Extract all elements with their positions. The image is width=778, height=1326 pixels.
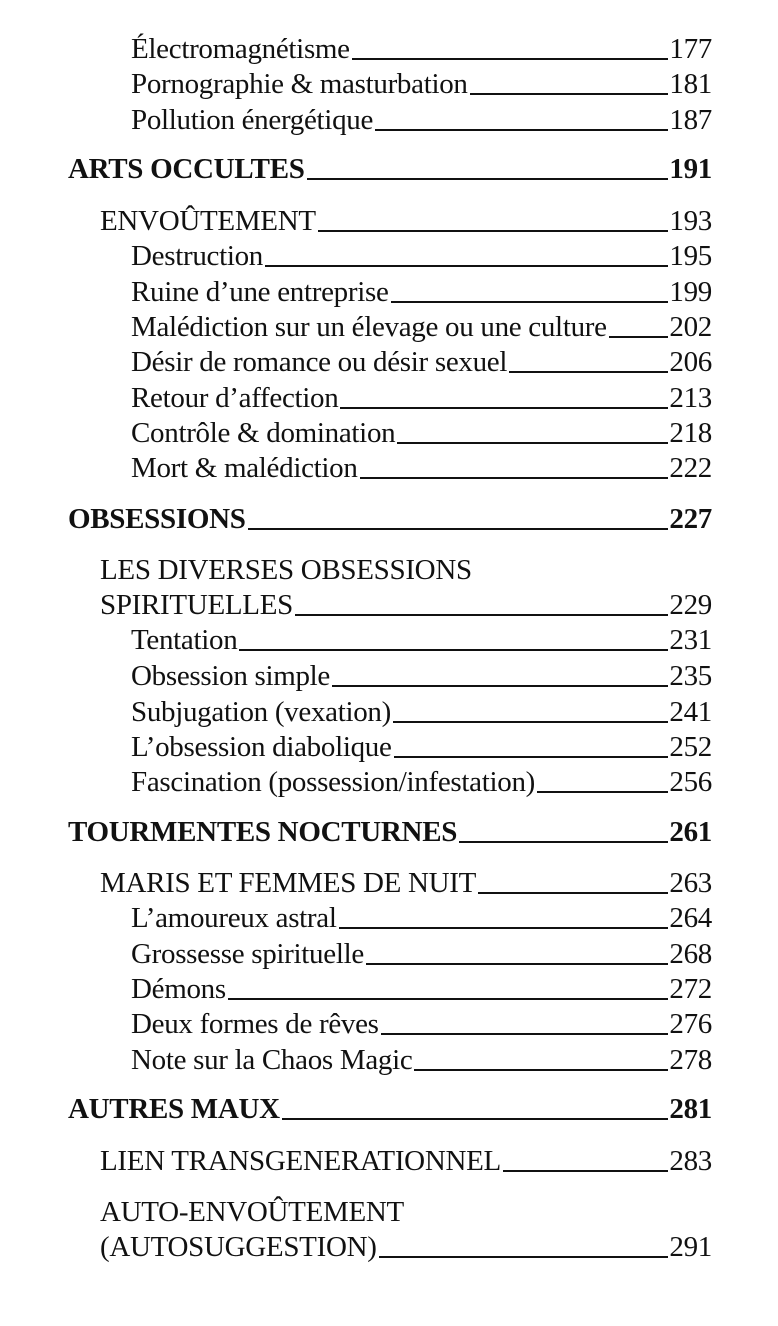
toc-leader-line [459, 841, 668, 843]
toc-leader-line [228, 998, 669, 1000]
toc-chapter[interactable] [100, 866, 712, 900]
toc-leader-line [307, 178, 669, 180]
toc-entry[interactable] [131, 730, 712, 764]
toc-entry[interactable] [131, 623, 712, 657]
toc-page-number: 256 [669, 766, 712, 798]
toc-entry-label: Mort & malédiction [131, 452, 358, 484]
toc-page-number: 222 [669, 452, 712, 484]
toc-entry[interactable] [131, 32, 712, 66]
toc-section-heading[interactable] [68, 502, 712, 536]
toc-entry-label: Subjugation (vexation) [131, 696, 391, 728]
toc-leader-line [397, 442, 668, 444]
toc-entry[interactable] [131, 695, 712, 729]
toc-entry-label: Pornographie & masturbation [131, 68, 468, 100]
toc-entry[interactable] [131, 659, 712, 693]
toc-entry[interactable] [131, 310, 712, 344]
toc-chapter-label-line[interactable]: AUTO-ENVOÛTEMENT [100, 1196, 404, 1228]
toc-chapter[interactable] [100, 1144, 712, 1178]
toc-page-number: 291 [669, 1231, 712, 1263]
toc-entry-label: Destruction [131, 240, 264, 272]
toc-page-number: 235 [669, 660, 712, 692]
toc-chapter-label: LIEN TRANSGENERATIONNEL [100, 1145, 501, 1177]
toc-leader-line [478, 892, 668, 894]
toc-entry-label: Retour d’affection [131, 382, 339, 414]
toc-section-label: OBSESSIONS [68, 503, 246, 535]
toc-section-heading[interactable] [68, 815, 712, 849]
toc-page-number: 187 [669, 104, 712, 136]
toc-leader-line [366, 963, 668, 965]
toc-entry-label: Pollution énergétique [131, 104, 374, 136]
toc-leader-line [379, 1256, 669, 1258]
toc-entry-label: Ruine d’une entreprise [131, 276, 389, 308]
toc-leader-line [537, 791, 668, 793]
toc-section-label: TOURMENTES NOCTURNES [68, 816, 458, 848]
toc-chapter[interactable] [100, 204, 712, 238]
toc-page-number: 177 [669, 33, 712, 65]
toc-entry-label: Obsession simple [131, 660, 331, 692]
toc-entry[interactable] [131, 937, 712, 971]
toc-entry[interactable] [131, 1007, 712, 1041]
toc-page-number: 193 [669, 205, 712, 237]
toc-chapter-label: SPIRITUELLES [100, 589, 293, 621]
toc-entry[interactable] [131, 416, 712, 450]
toc-leader-line [295, 614, 668, 616]
toc-leader-line [248, 528, 669, 530]
toc-page-number: 195 [669, 240, 712, 272]
toc-page-number: 218 [669, 417, 712, 449]
toc-section-heading[interactable] [68, 152, 712, 186]
toc-chapter-label: ENVOÛTEMENT [100, 205, 316, 237]
toc-page-number: 199 [669, 276, 712, 308]
toc-section-label: AUTRES MAUX [68, 1093, 280, 1125]
toc-page-number: 206 [669, 346, 712, 378]
toc-page-number: 241 [669, 696, 712, 728]
toc-chapter-label: (AUTOSUGGESTION) [100, 1231, 377, 1263]
toc-leader-line [282, 1118, 669, 1120]
toc-leader-line [360, 477, 669, 479]
toc-leader-line [393, 721, 668, 723]
toc-page-number: 213 [669, 382, 712, 414]
toc-leader-line [381, 1033, 669, 1035]
toc-page-number: 191 [669, 153, 712, 185]
toc-entry[interactable] [131, 275, 712, 309]
toc-page-number: 264 [669, 902, 712, 934]
toc-entry-label: Tentation [131, 624, 238, 656]
toc-entry-label: Désir de romance ou désir sexuel [131, 346, 508, 378]
toc-section-heading[interactable] [68, 1092, 712, 1126]
toc-page-number: 263 [669, 867, 712, 899]
toc-entry[interactable] [131, 67, 712, 101]
toc-chapter[interactable] [100, 588, 712, 622]
toc-entry-label: L’amoureux astral [131, 902, 337, 934]
toc-leader-line [394, 756, 669, 758]
toc-leader-line [318, 230, 669, 232]
toc-leader-line [265, 265, 668, 267]
toc-page-number: 231 [669, 624, 712, 656]
toc-entry-label: Fascination (possession/infestation) [131, 766, 536, 798]
toc-entry[interactable] [131, 451, 712, 485]
toc-page-number: 261 [669, 816, 712, 848]
toc-chapter[interactable] [100, 1230, 712, 1264]
toc-entry[interactable] [131, 972, 712, 1006]
toc-leader-line [503, 1170, 668, 1172]
toc-page-number: 252 [669, 731, 712, 763]
toc-entry-label: Deux formes de rêves [131, 1008, 379, 1040]
toc-entry[interactable] [131, 901, 712, 935]
toc-entry-label: Malédiction sur un élevage ou une culture [131, 311, 607, 343]
toc-leader-line [375, 129, 668, 131]
toc-entry[interactable] [131, 1043, 712, 1077]
toc-leader-line [470, 93, 669, 95]
toc-page-number: 181 [669, 68, 712, 100]
toc-page-number: 278 [669, 1044, 712, 1076]
toc-leader-line [414, 1069, 668, 1071]
toc-page-number: 281 [669, 1093, 712, 1125]
toc-entry[interactable] [131, 381, 712, 415]
toc-entry-label: Grossesse spirituelle [131, 938, 364, 970]
toc-entry[interactable] [131, 103, 712, 137]
toc-entry-label: Note sur la Chaos Magic [131, 1044, 413, 1076]
toc-leader-line [391, 301, 669, 303]
toc-entry[interactable] [131, 239, 712, 273]
toc-leader-line [352, 58, 669, 60]
toc-page-number: 276 [669, 1008, 712, 1040]
toc-leader-line [340, 407, 668, 409]
toc-entry-label: Contrôle & domination [131, 417, 396, 449]
toc-page-number: 283 [669, 1145, 712, 1177]
toc-leader-line [339, 927, 669, 929]
toc-entry[interactable] [131, 765, 712, 799]
toc-page-number: 227 [669, 503, 712, 535]
toc-section-label: ARTS OCCULTES [68, 153, 305, 185]
toc-chapter-label-line[interactable]: LES DIVERSES OBSESSIONS [100, 554, 472, 586]
toc-entry-label: L’obsession diabolique [131, 731, 392, 763]
toc-page-number: 272 [669, 973, 712, 1005]
toc-leader-line [609, 336, 669, 338]
toc-page-number: 229 [669, 589, 712, 621]
toc-leader-line [239, 649, 668, 651]
toc-page-number: 202 [669, 311, 712, 343]
toc-leader-line [332, 685, 668, 687]
toc-leader-line [509, 371, 668, 373]
toc-page-number: 268 [669, 938, 712, 970]
toc-entry-label: Électromagnétisme [131, 33, 350, 65]
toc-chapter-label: MARIS ET FEMMES DE NUIT [100, 867, 477, 899]
toc-entry-label: Démons [131, 973, 226, 1005]
toc-entry[interactable] [131, 345, 712, 379]
